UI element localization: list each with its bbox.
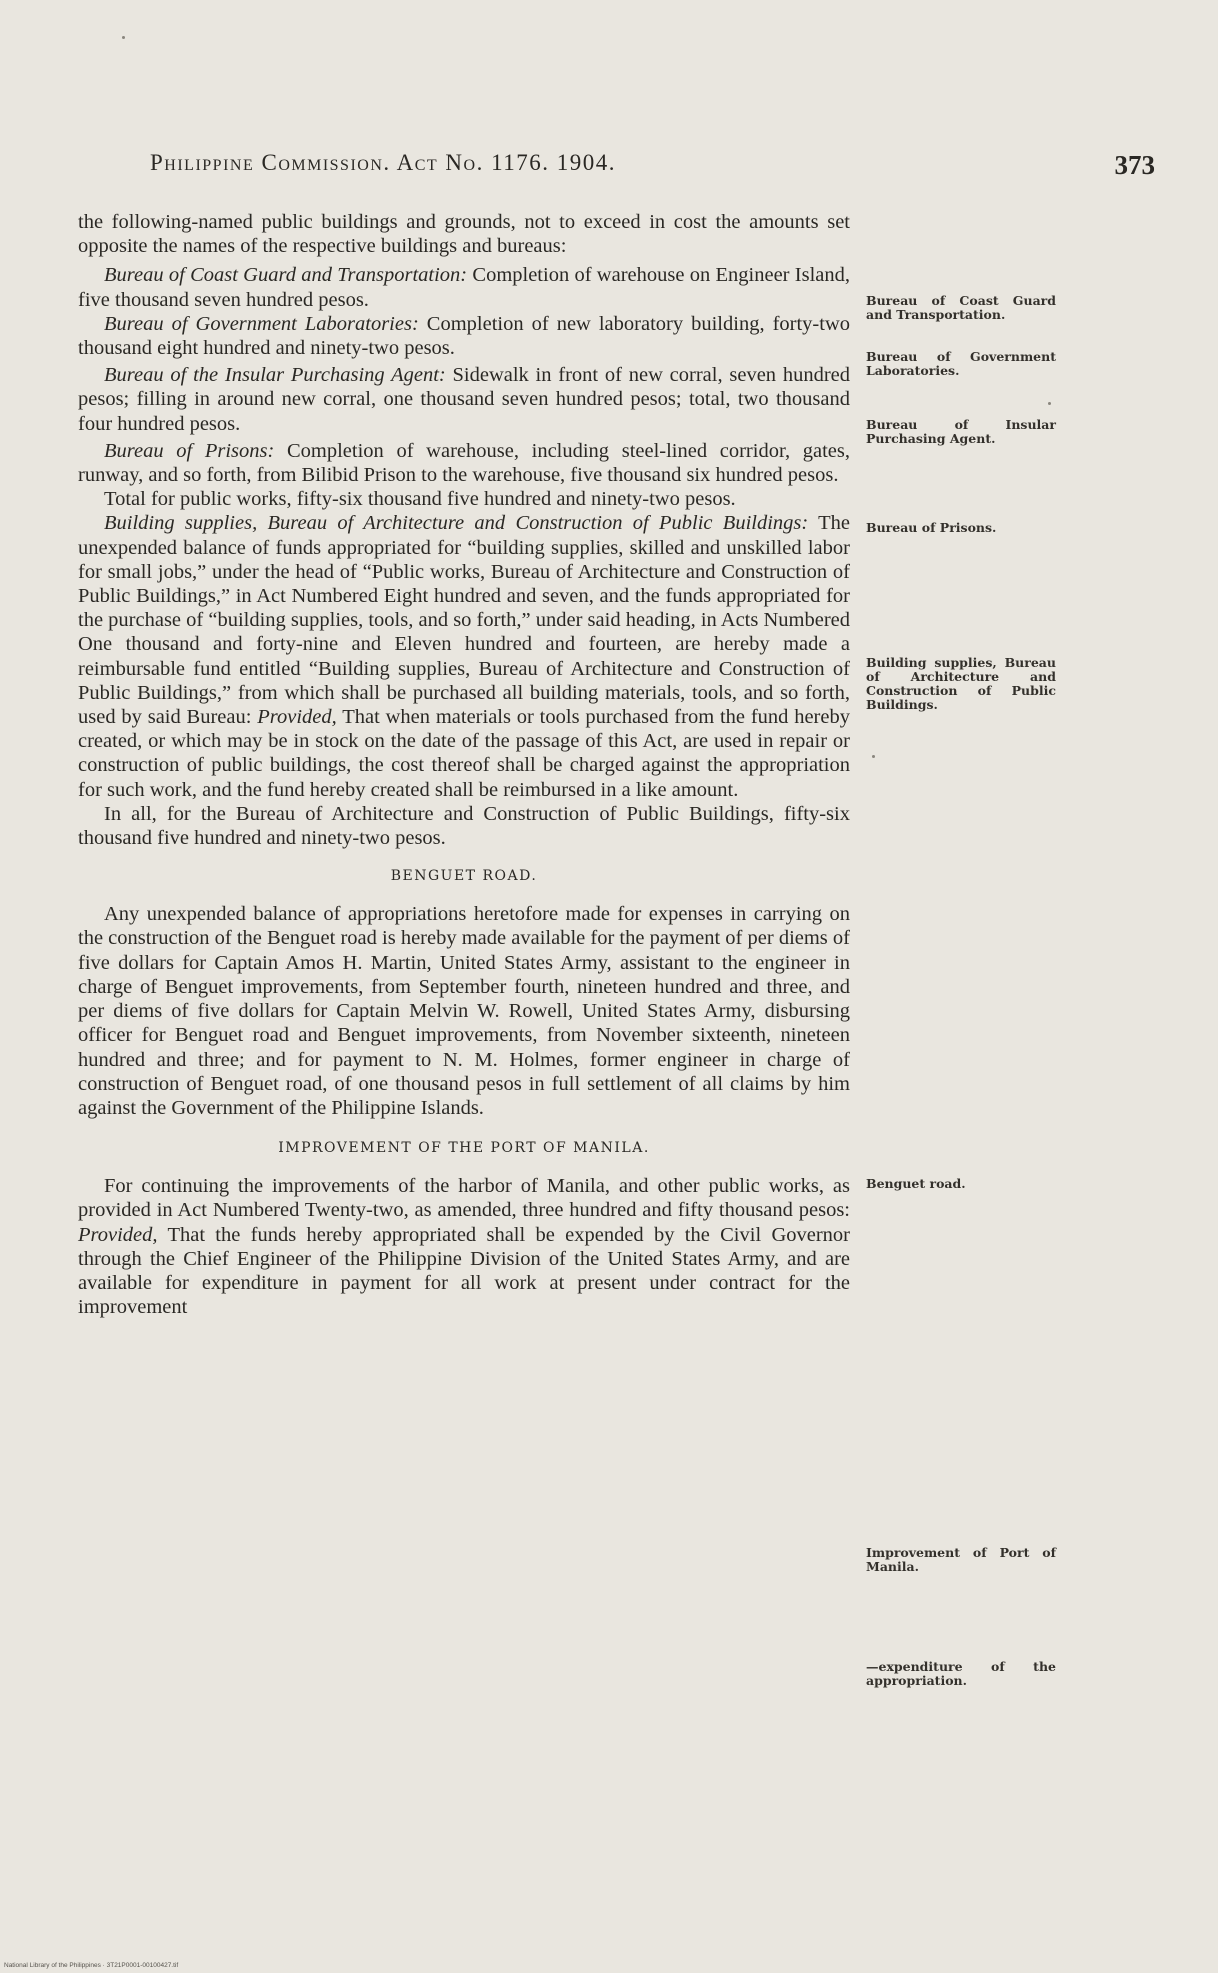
side-note: Building supplies, Bureau of Architecture and Construction of Public Buildings. [866,655,1056,712]
paper-speck [872,755,875,758]
paragraph: For continuing the improvements of the harbor of Manila, and other public works, as provided in Act Numbered Twenty-two, as amended, three hundred and fifty thousand pesos: Provided, That the funds hereby appropriated shall be expended by the Civil Governor through the Chief Engineer of the Philippine Division of the United States Army, and are available for expenditure in payment for all work at present under contract for the improvement [78,1175,850,1319]
section-heading: IMPROVEMENT OF THE PORT OF MANILA. [278,1140,650,1157]
paragraph: In all, for the Bureau of Architecture and Construction of Public Buildings, fifty-six thousand five hundred and ninety-two pesos. [78,802,850,850]
paragraph: Bureau of Prisons: Completion of warehouse, including steel-lined corridor, gates, runway, and so forth, from Bilibid Prison to the warehouse, five thousand six hundred pesos. [78,439,850,487]
page-number: 373 [1114,150,1155,180]
paragraph: Bureau of Government Laboratories: Completion of new laboratory building, forty-two thousand eight hundred and ninety-two pesos. [78,312,851,360]
side-note: Bureau of Coast Guard and Transportation. [866,293,1056,322]
running-title: Philippine Commission. Act No. 1176. 1904. [150,150,616,175]
paragraph: Bureau of Coast Guard and Transportation: Completion of warehouse on Engineer Island, five thousand seven hundred pesos. [78,264,850,311]
paragraph: Total for public works, fifty-six thousand five hundred and ninety-two pesos. [104,488,736,511]
scan-footer: National Library of the Philippines · 3T21P0001-00100427.tif [4,1962,179,1969]
side-note: Improvement of Port of Manila. [866,1545,1056,1574]
paper-speck [1048,402,1051,405]
paragraph: Building supplies, Bureau of Architecture and Construction of Public Buildings: The unexpended balance of funds appropriated for “building supplies, skilled and unskilled labor for small jobs,” under the head of “Public works, Bureau of Architecture and Construction of Public Buildings,” in Act Numbered Eight hundred and seven, and the funds appropriated for the purchase of “building supplies, tools, and so forth,” under said heading, in Acts Numbered One thousand and forty-nine and Eleven hundred and fourteen, are hereby made a reimbursable fund entitled “Building supplies, Bureau of Architecture and Construction of Public Buildings,” from which shall be purchased all building materials, tools, and so forth, used by said Bureau: Provided, That when materials or tools purchased from the fund hereby created, or which may be in stock on the date of the passage of this Act, are used in repair or construction of public buildings, the cost thereof shall be charged against the appropriation for such work, and the fund hereby created shall be reimbursed in a like amount. [78,512,851,801]
section-heading: BENGUET ROAD. [390,868,538,885]
paragraph: the following-named public buildings and grounds, not to exceed in cost the amounts set opposite the names of the respective buildings and bureaus: [78,211,850,258]
paper-speck [122,36,125,39]
paragraph: Bureau of the Insular Purchasing Agent: Sidewalk in front of new corral, seven hundred pesos; filling in around new corral, one thousand seven hundred pesos; total, two thousand four hundred pesos. [78,364,851,435]
side-note: Bureau of Government Laboratories. [866,349,1056,378]
side-note: —expenditure of the appropriation. [866,1659,1056,1688]
page-header [150,150,1155,190]
body-text [78,210,850,1319]
side-note: Bureau of Prisons. [866,520,997,535]
paragraph: Any unexpended balance of appropriations heretofore made for expenses in carrying on the construction of the Benguet road is hereby made available for the payment of per diems of five dollars for Captain Amos H. Martin, United States Army, assistant to the engineer in charge of Benguet improvements, from September fourth, nineteen hundred and three, and per diems of five dollars for Captain Melvin W. Rowell, United States Army, disbursing officer for Benguet road and Benguet improvements, from November sixteenth, nineteen hundred and three; and for payment to N. M. Holmes, former engineer in charge of construction of Benguet road, of one thousand pesos in full settlement of all claims by him against the Government of the Philippine Islands. [78,903,850,1119]
side-note: Benguet road. [866,1176,966,1191]
side-note: Bureau of Insular Purchasing Agent. [866,417,1056,446]
